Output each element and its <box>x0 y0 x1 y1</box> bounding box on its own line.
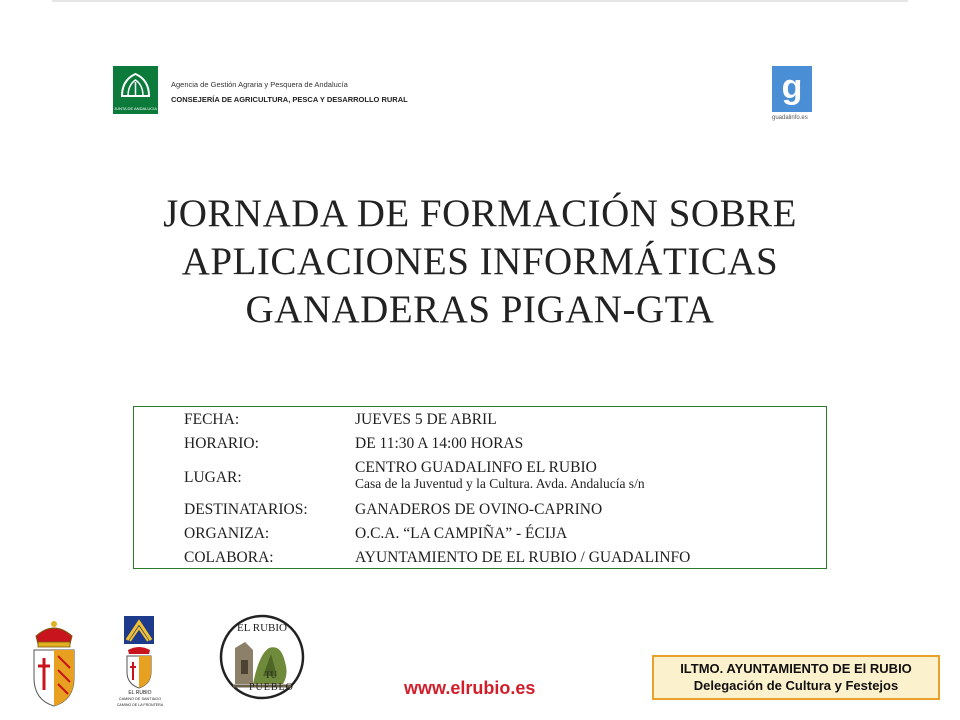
detail-value-secondary: Casa de la Juventud y la Cultura. Avda. Andalucía s/n <box>355 476 645 491</box>
detail-value: O.C.A. “LA CAMPIÑA” - ÉCIJA <box>355 525 568 542</box>
junta-andalucia-logo <box>113 66 408 114</box>
junta-consejeria-name: CONSEJERÍA DE AGRICULTURA, PESCA Y DESARROLLO RURAL <box>171 95 408 104</box>
detail-label: HORARIO: <box>184 435 259 452</box>
tu-pueblo-mid-text: TU <box>265 670 277 680</box>
detail-value: DE 11:30 A 14:00 HORAS <box>355 435 524 452</box>
el-rubio-tu-pueblo-logo <box>219 614 305 700</box>
ayuntamiento-banner <box>652 655 940 700</box>
detail-value: CENTRO GUADALINFO EL RUBIO <box>355 459 597 476</box>
guadalinfo-wordmark: guadalinfo.es <box>772 115 808 121</box>
camino-de-santiago-shield-icon <box>112 614 168 690</box>
camino-shield-subtitle-2: CAMINO DE LA FRONTERA <box>116 703 164 707</box>
title-line-1: JORNADA DE FORMACIÓN SOBRE <box>163 192 797 235</box>
title-line-3: GANADERAS PIGAN-GTA <box>245 288 715 331</box>
detail-label: COLABORA: <box>184 549 274 566</box>
junta-badge <box>113 66 158 114</box>
tu-pueblo-bottom-text: PUEBLO <box>249 682 294 693</box>
detail-label: ORGANIZA: <box>184 525 270 542</box>
junta-badge-text: JUNTA DE ANDALUCIA <box>114 106 157 111</box>
guadalinfo-glyph: g <box>781 68 803 106</box>
camino-shield-subtitle: CAMINO DE SANTIAGO <box>118 697 162 701</box>
event-title <box>0 190 960 334</box>
website-link[interactable]: www.elrubio.es <box>404 678 536 698</box>
guadalinfo-icon <box>772 66 812 112</box>
detail-value: JUEVES 5 DE ABRIL <box>355 411 497 428</box>
detail-label: FECHA: <box>184 411 240 428</box>
camino-shield-title: EL RUBIO <box>128 690 152 696</box>
tu-pueblo-top-text: EL RUBIO <box>236 622 287 634</box>
junta-emblem-icon <box>119 70 152 100</box>
delegacion-name: Delegación de Cultura y Festejos <box>693 678 899 693</box>
top-divider <box>52 0 908 2</box>
detail-value: AYUNTAMIENTO DE EL RUBIO / GUADALINFO <box>355 549 691 566</box>
guadalinfo-logo <box>772 66 814 124</box>
event-details-box <box>133 406 827 569</box>
ayuntamiento-name: ILTMO. AYUNTAMIENTO DE El RUBIO <box>680 661 912 676</box>
el-rubio-coat-of-arms-icon <box>30 618 78 708</box>
junta-agency-name: Agencia de Gestión Agraria y Pesquera de Andalucía <box>171 80 348 89</box>
camino-de-santiago-shield <box>112 614 168 710</box>
detail-label: DESTINATARIOS: <box>184 501 308 518</box>
title-line-2: APLICACIONES INFORMÁTICAS <box>181 240 779 283</box>
detail-label: LUGAR: <box>184 469 242 486</box>
detail-value: GANADEROS DE OVINO-CAPRINO <box>355 501 603 518</box>
